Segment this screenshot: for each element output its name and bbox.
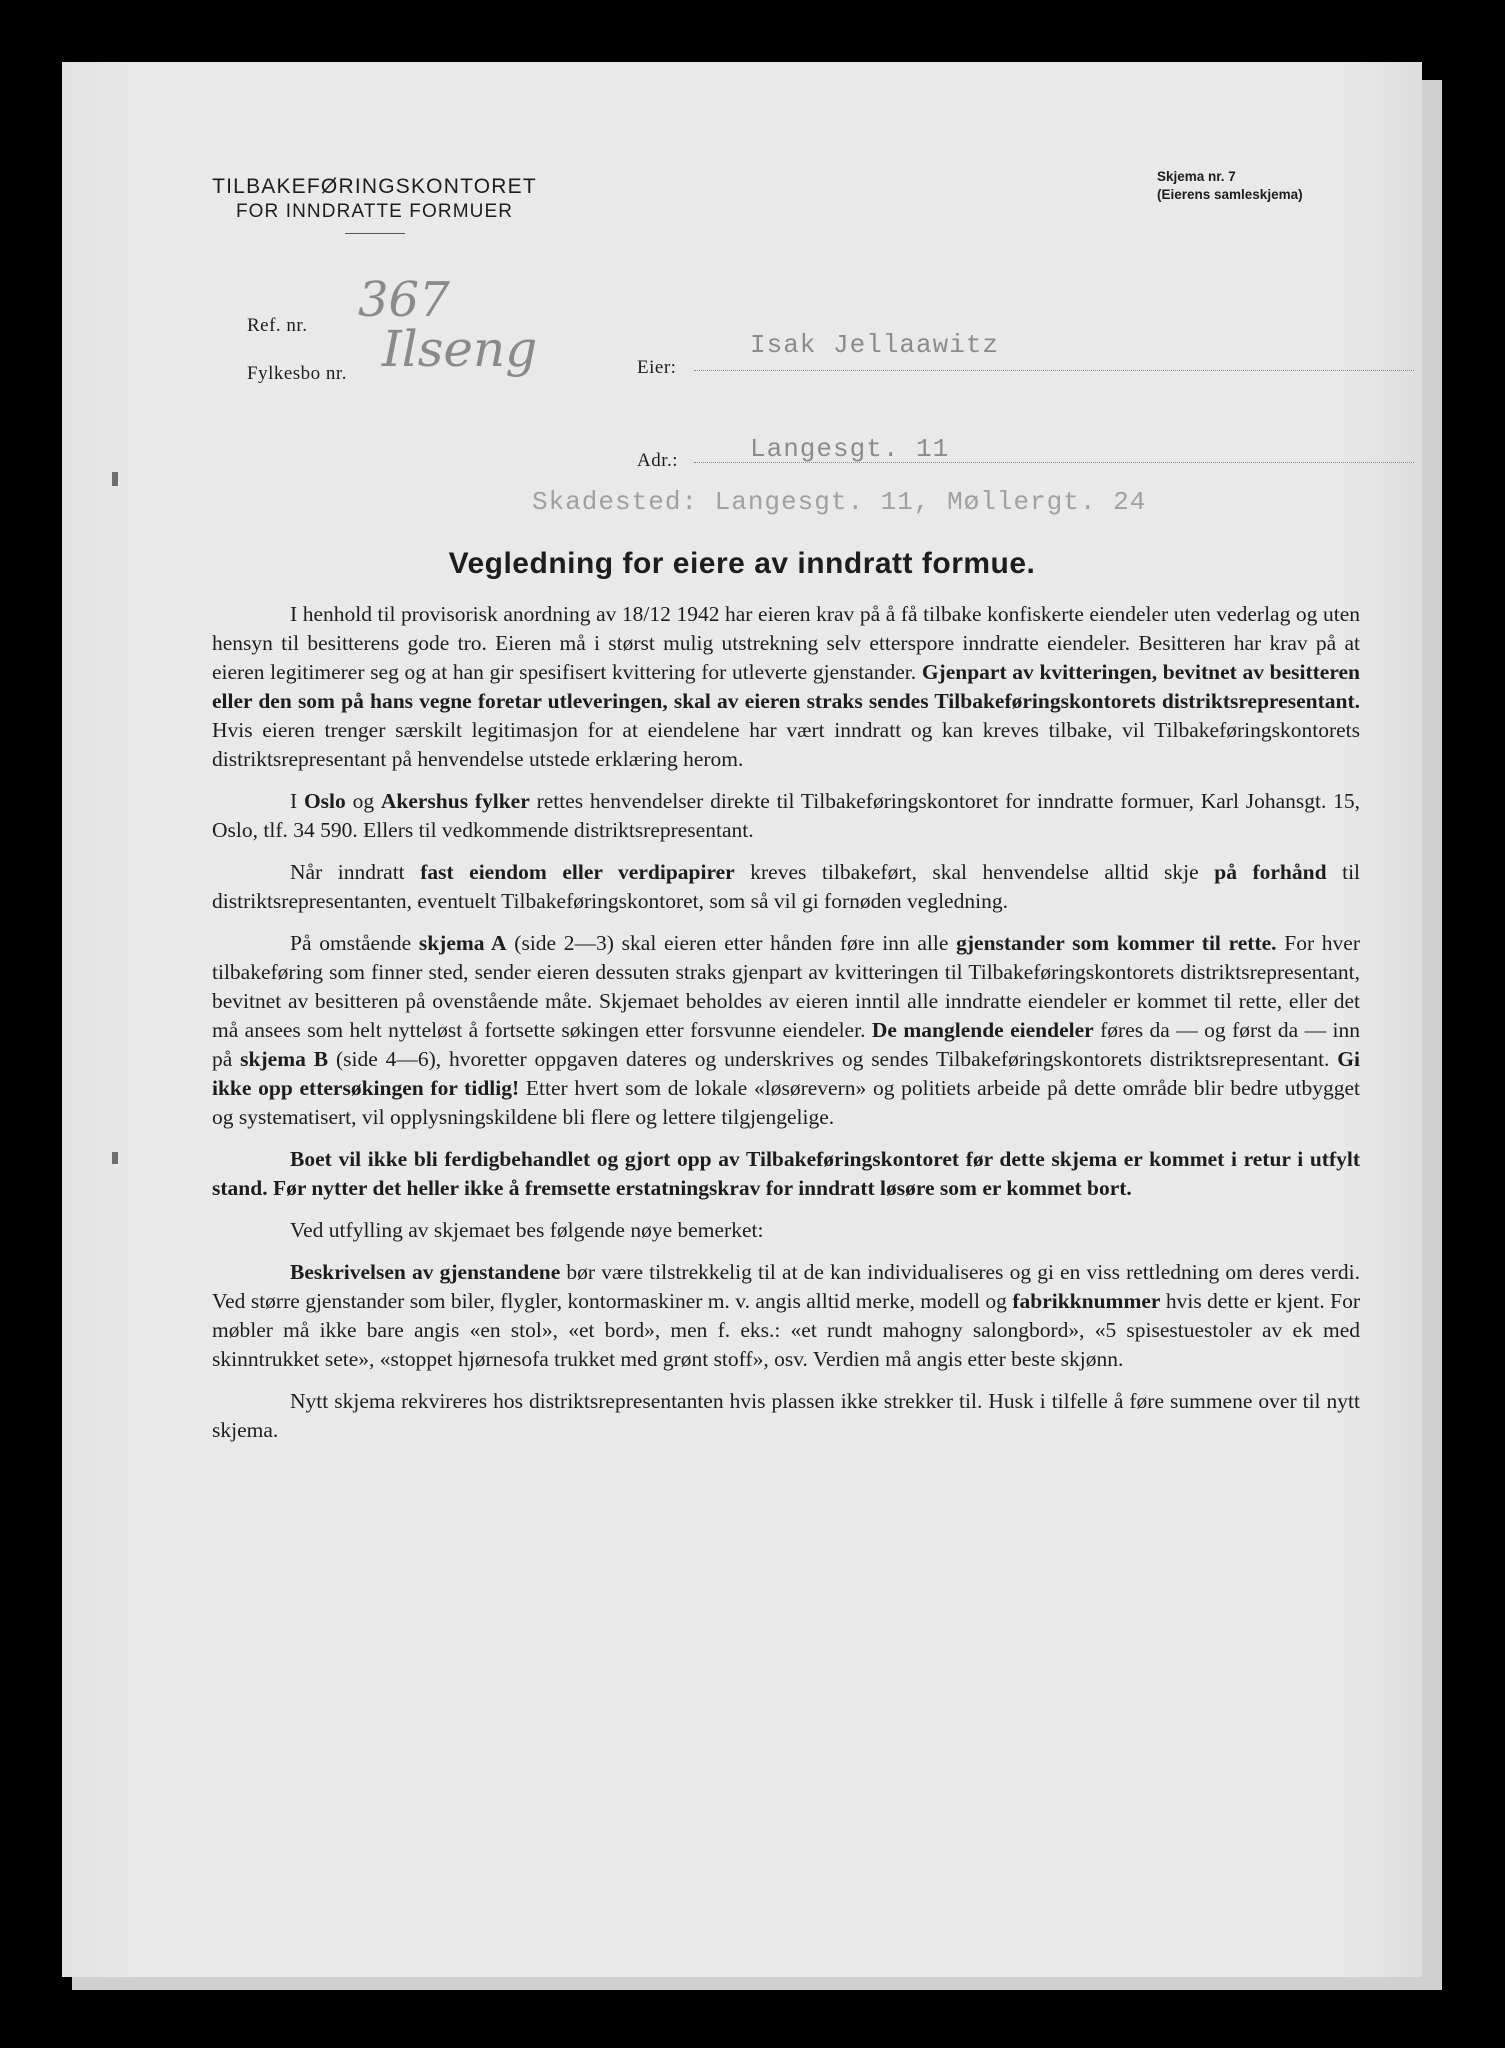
document-page: [62, 62, 1422, 1977]
form-number: Skjema nr. 7: [1157, 169, 1236, 184]
fylkesbo-handwritten-value: Ilseng: [382, 320, 538, 378]
adr-dotted-line: [694, 462, 1414, 463]
instruction-body: [212, 600, 1360, 1458]
paragraph-5: Boet vil ikke bli ferdigbehandlet og gjort opp av Tilbakeføringskontoret før dette skjema er kommet i retur i utfylt stand. Før nytter det heller ikke å fremsette erstatningskrav for inndratt løsøre som er kommet bort.: [212, 1147, 1360, 1200]
adr-label: Adr.:: [637, 450, 679, 471]
office-name: TILBAKEFØRINGSKONTORET: [212, 175, 537, 198]
ref-label: Ref. nr.: [247, 315, 308, 336]
header-divider: [345, 233, 405, 234]
paragraph-4: På omstående skjema A (side 2—3) skal eieren etter hånden føre inn alle gjenstander som kommer til rette. For hver tilbakeføring som finner sted, sender eieren dessuten straks gjenpart av kvitteringen til Tilbakeføringskontorets distriktsrepresentant, bevitnet av besitteren på ovenstående måte. Skjemaet beholdes av eieren inntil alle inndratte eiendeler er kommet til rette, eller det må ansees som helt nytteløst å fortsette søkingen etter forsvunne eiendeler. De manglende eiendeler føres da — og først da — inn på skjema B (side 4—6), hvoretter oppgaven dateres og underskrives og sendes Tilbakeføringskontorets distriktsrepresentant. Gi ikke opp ettersøkingen for tidlig! Etter hvert som de lokale «løsørevern» og politiets arbeide på dette område blir bedre utbygget og systematisert, vil opplysningskildene bli flere og lettere tilgjengelige.: [212, 931, 1361, 1129]
page-edge-mark: [112, 1152, 118, 1164]
paragraph-6: Ved utfylling av skjemaet bes følgende nøye bemerket:: [290, 1218, 764, 1242]
page-title: Vegledning for eiere av inndratt formue.: [448, 547, 1036, 580]
form-description: (Eierens samleskjema): [1157, 187, 1303, 202]
ref-handwritten-value: 367: [358, 272, 450, 328]
page-edge-mark: [112, 472, 118, 486]
form-identifier: [1157, 168, 1303, 204]
eier-dotted-line: [694, 370, 1414, 371]
eier-value: Isak Jellaawitz: [750, 330, 1000, 360]
eier-label: Eier:: [637, 357, 677, 378]
fylkesbo-label: Fylkesbo nr.: [247, 363, 347, 384]
office-subtitle: FOR INNDRATTE FORMUER: [235, 201, 514, 222]
adr-value: Langesgt. 11: [750, 434, 950, 464]
paragraph-8: Nytt skjema rekvireres hos distriktsrepresentanten hvis plassen ikke strekker til. Husk i tilfelle å føre summene over til nytt skjema.: [212, 1389, 1360, 1442]
paragraph-1: I henhold til provisorisk anordning av 18/12 1942 har eieren krav på å få tilbake konfiskerte eiendeler uten vederlag og uten hensyn til besitterens gode tro. Eieren må i størst mulig utstrekning selv etterspore inndratte eiendeler. Besitteren har krav på at eieren legitimerer seg og at han gir spesifisert kvittering for utleverte gjenstander. Gjenpart av kvitteringen, bevitnet av besitteren eller den som på hans vegne foretar utleveringen, skal av eieren straks sendes Tilbakeføringskontorets distriktsrepresentant. Hvis eieren trenger særskilt legitimasjon for at eiendelene har vært inndratt og kan kreves tilbake, vil Tilbakeføringskontorets distriktsrepresentant på henvendelse utstede erklæring herom.: [212, 602, 1360, 771]
paragraph-2: I Oslo og Akershus fylker rettes henvendelser direkte til Tilbakeføringskontoret for inndratte formuer, Karl Johansgt. 15, Oslo, tlf. 34 590. Ellers til vedkommende distriktsrepresentant.: [212, 789, 1360, 842]
skadested-value: Skadested: Langesgt. 11, Møllergt. 24: [532, 487, 1147, 517]
office-header: [167, 175, 582, 234]
paragraph-7: Beskrivelsen av gjenstandene bør være tilstrekkelig til at de kan individualiseres og gi en viss rettledning om deres verdi. Ved større gjenstander som biler, flygler, kontormaskiner m. v. angis alltid merke, modell og fabrikknummer hvis dette er kjent. For møbler må ikke bare angis «en stol», «et bord», men f. eks.: «et rundt mahogny salongbord», «5 spisestuestoler av ek med skinntrukket sete», «stoppet hjørnesofa trukket med grønt stoff», osv. Verdien må angis etter beste skjønn.: [212, 1260, 1361, 1371]
paragraph-3: Når inndratt fast eiendom eller verdipapirer kreves tilbakeført, skal henvendelse alltid skje på forhånd til distriktsrepresentanten, eventuelt Tilbakeføringskontoret, som så vil gi fornøden vegledning.: [212, 860, 1361, 913]
